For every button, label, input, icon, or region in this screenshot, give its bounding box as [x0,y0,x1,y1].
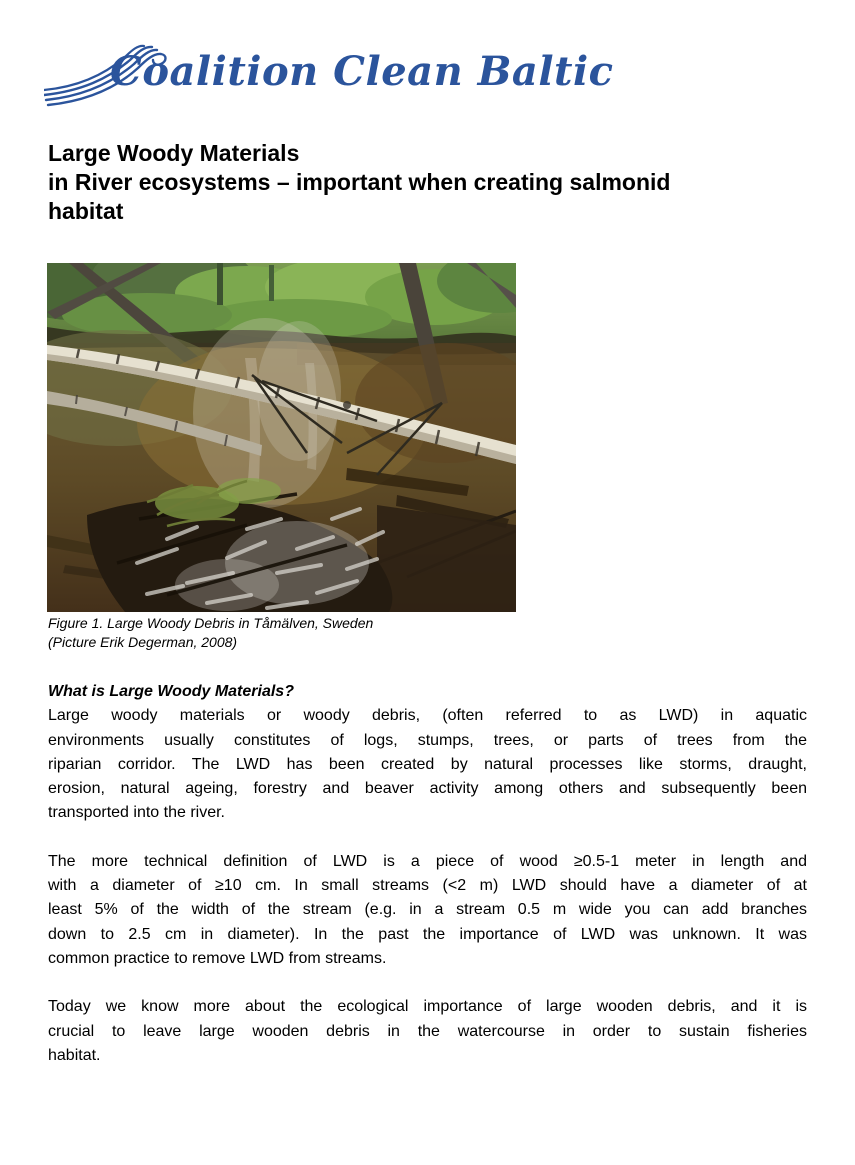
article-body [48,680,807,1068]
paragraph [48,704,807,825]
paragraph-line: habitat. [48,1046,101,1064]
paragraph-line: with a diameter of ≥10 cm. In small streams (<2 m) LWD should have a diameter of at [48,877,807,895]
figure-caption [48,614,548,652]
paragraph-line: least 5% of the width of the stream (e.g. in a stream 0.5 m wide you can add branches [48,901,807,919]
paragraph-line: riparian corridor. The LWD has been created by natural processes like storms, draught, [48,755,807,773]
paragraph [48,995,807,1068]
figure-caption-line: Figure 1. Large Woody Debris in Tåmälven, Sweden [48,615,374,631]
paragraph-line: Today we know more about the ecological importance of large wooden debris, and it is [48,998,807,1016]
section-subheading: What is Large Woody Materials? [48,683,294,700]
wave-icon [44,44,178,108]
logo [44,40,614,108]
paragraph-line: common practice to remove LWD from streams. [48,949,387,967]
paragraph-line: transported into the river. [48,804,225,822]
title-line: Large Woody Materials [48,140,300,166]
paragraph-line: The more technical definition of LWD is a piece of wood ≥0.5-1 meter in length and [48,852,807,870]
paragraph-line: down to 2.5 cm in diameter). In the past the importance of LWD was unknown. It was [48,925,807,943]
paragraph [48,850,807,971]
paragraph-line: erosion, natural ageing, forestry and beaver activity among others and subsequently been [48,780,807,798]
paragraph-line: environments usually constitutes of logs, stumps, trees, or parts of trees from the [48,731,807,749]
paragraph-line: Large woody materials or woody debris, (often referred to as LWD) in aquatic [48,707,807,725]
page-title [48,139,810,226]
figure-caption-line: (Picture Erik Degerman, 2008) [48,634,238,650]
logo-text: Coalition Clean Baltic [110,48,614,95]
figure-photo-river [47,263,516,612]
title-line: habitat [48,198,124,224]
paragraph-line: crucial to leave large wooden debris in the watercourse in order to sustain fisheries [48,1022,807,1040]
title-line: in River ecosystems – important when creating salmonid [48,169,671,195]
